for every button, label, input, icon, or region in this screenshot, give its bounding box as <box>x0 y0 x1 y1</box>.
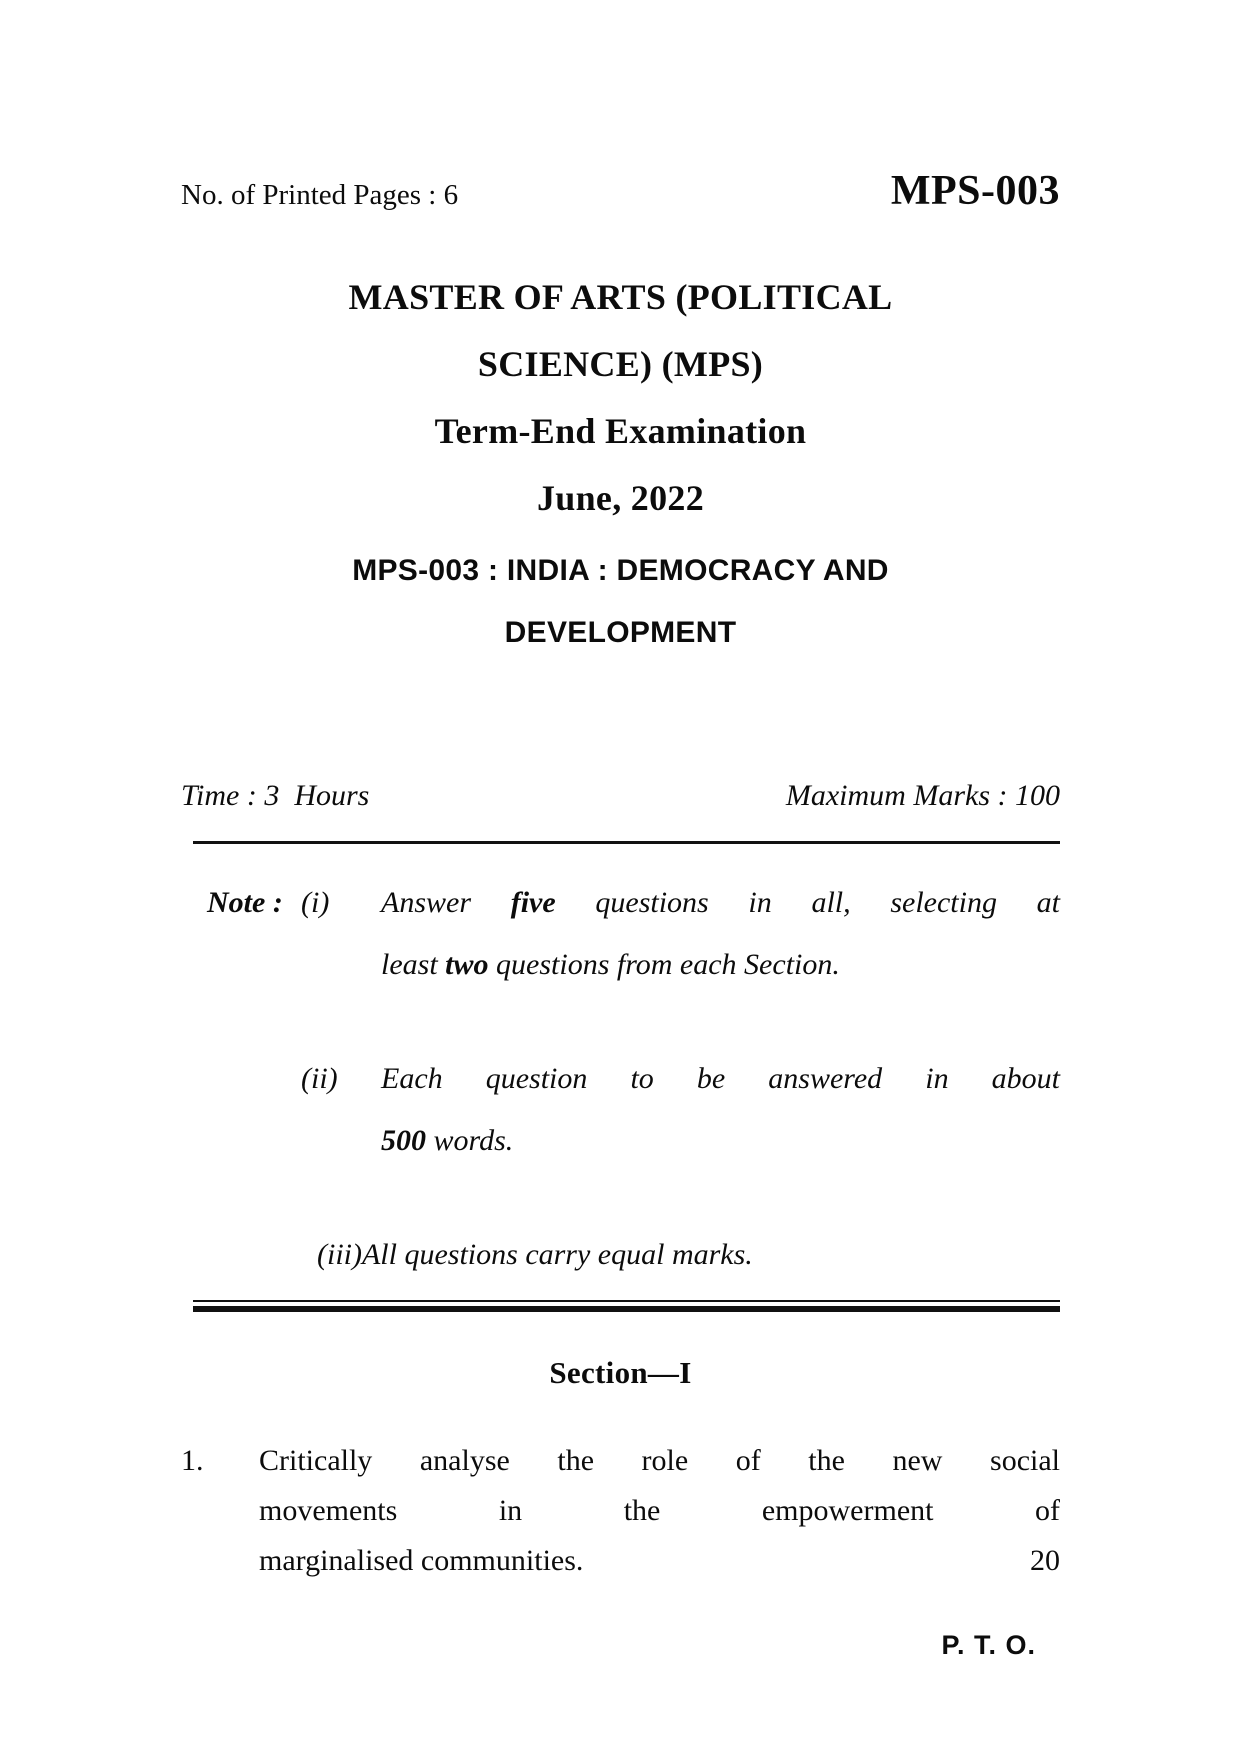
paper-code: MPS-003 <box>890 168 1060 214</box>
note-item-i-text <box>381 872 1060 996</box>
question-1-text <box>259 1436 1060 1586</box>
note-item-iii-line: (iii)All questions carry equal marks. <box>317 1238 753 1271</box>
exam-title <box>181 264 1060 532</box>
note-item-i-line-2 <box>381 934 1060 996</box>
note-item-ii-line-2 <box>381 1110 1060 1172</box>
question-1-line-2: movements in the empowerment of <box>259 1494 1060 1527</box>
note-item-i-line-1 <box>381 872 1060 934</box>
note-item-ii <box>301 1048 1060 1172</box>
time-marks-row <box>181 776 1060 816</box>
question-1-line-3-text: marginalised communities. <box>259 1544 584 1577</box>
horizontal-rule <box>193 841 1060 844</box>
note-item-iii <box>301 1224 1060 1286</box>
exam-title-line-3: Term-End Examination <box>434 411 807 451</box>
note-i-text-a: Answer <box>381 886 471 919</box>
course-subject <box>181 540 1060 664</box>
double-horizontal-rule <box>193 1300 1060 1312</box>
note-item-i <box>301 872 1060 996</box>
note-item-ii-number: (ii) <box>301 1062 338 1095</box>
pto-footer: P. T. O. <box>941 1630 1036 1660</box>
course-subject-line-2: DEVELOPMENT <box>504 616 737 649</box>
note-ii-text-words: words. <box>433 1124 514 1157</box>
section-1-heading: Section—I <box>549 1355 692 1390</box>
time-allowed: Time : 3 Hours <box>181 779 370 812</box>
note-i-text-c: questions in all, selecting at <box>595 886 1060 919</box>
exam-title-line-1: MASTER OF ARTS (POLITICAL <box>348 277 893 317</box>
note-i-text-d: least <box>381 948 438 981</box>
page-header <box>181 170 1060 212</box>
note-block <box>181 872 1060 1286</box>
course-subject-line-1: MPS-003 : INDIA : DEMOCRACY AND <box>352 554 889 587</box>
note-label: Note : <box>207 886 283 919</box>
note-item-i-number: (i) <box>301 886 330 919</box>
question-1-marks: 20 <box>1030 1544 1060 1577</box>
question-1 <box>181 1436 1060 1586</box>
question-1-line-1: Critically analyse the role of the new social <box>259 1444 1060 1477</box>
exam-title-line-4: June, 2022 <box>536 478 705 518</box>
exam-title-line-2: SCIENCE) (MPS) <box>477 344 764 384</box>
note-i-text-e: questions from each Section. <box>496 948 840 981</box>
maximum-marks: Maximum Marks : 100 <box>785 779 1060 812</box>
note-items <box>301 872 1060 1286</box>
note-i-bold-five: five <box>510 886 556 919</box>
note-i-bold-two: two <box>445 948 489 981</box>
printed-pages-note: No. of Printed Pages : 6 <box>181 179 459 211</box>
note-item-ii-text <box>381 1048 1060 1172</box>
note-item-ii-line-1: Each question to be answered in about <box>381 1062 1060 1095</box>
question-1-line-3 <box>259 1536 1060 1586</box>
question-1-number: 1. <box>181 1444 204 1477</box>
note-ii-bold-500: 500 <box>381 1124 426 1157</box>
